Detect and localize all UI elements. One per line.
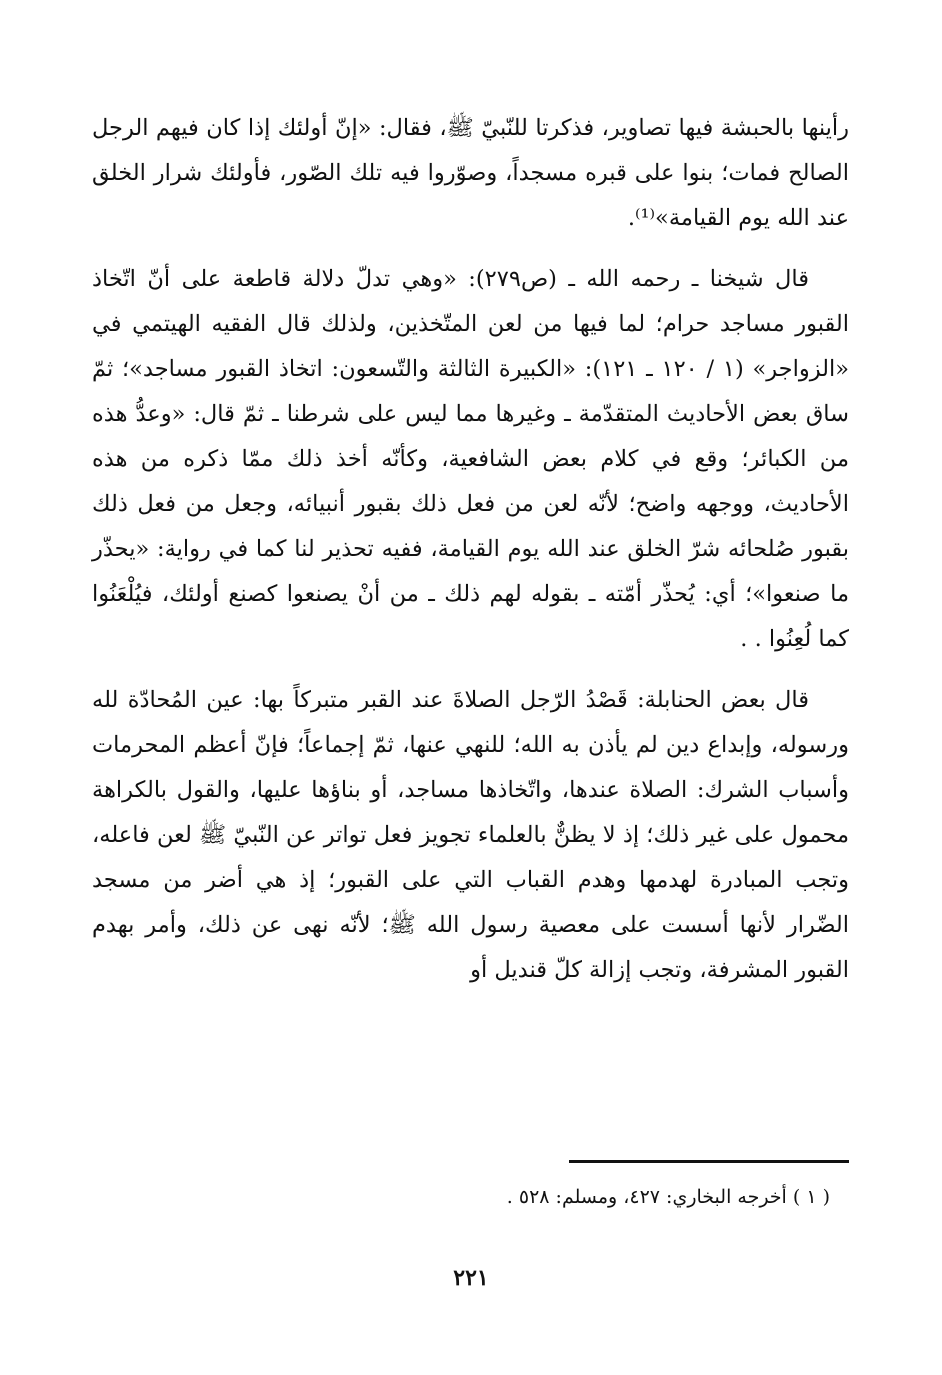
paragraph-sheikh-quote: قال شيخنا ـ رحمه الله ـ (ص٢٧٩): «وهي تدلّ دلالة قاطعة على أنّ اتّخاذ القبور مساجد حرام؛ لما فيها من لعن المتّخذين، ولذلك قال الفقيه الهيتمي في «الزواجر» (١ / ١٢٠ ـ ١٢١): «الكبيرة الثالثة والتّسعون: اتخاذ القبور مساجد»؛ ثمّ ساق بعض الأحاديث المتقدّمة ـ وغيرها مما ليس على شرطنا ـ ثمّ قال: «وعدُّ هذه من الكبائر؛ وقع في كلام بعض الشافعية، وكأنّه أخذ ذلك ممّا ذكره من هذه الأحاديث، ووجهه واضح؛ لأنّه لعن من فعل ذلك بقبور أنبيائه، وجعل من فعل ذلك بقبور صُلحائه شرّ الخلق عند الله يوم القيامة، ففيه تحذير لنا كما في رواية: «يحذّر ما صنعوا»؛ أي: يُحذّر أمّته ـ بقوله لهم ذلك ـ من أنْ يصنعوا كصنع أولئك، فيُلْعَنُوا كما لُعِنُوا . . xyxy=(92,266,849,652)
page-number: ٢٢١ xyxy=(453,1265,489,1291)
paragraph-hanabila: قال بعض الحنابلة: قَصْدُ الرّجل الصلاةَ عند القبر متبركاً بها: عين المُحادّة لله ورسوله، وإبداع دين لم يأذن به الله؛ للنهي عنها، ثمّ إجماعاً؛ فإنّ أعظم المحرمات وأسباب الشرك: الصلاة عندها، واتّخاذها مساجد، أو بناؤها عليها، والقول بالكراهة محمول على غير ذلك؛ إذ لا يظنٌّ بالعلماء تجويز فعل تواتر عن النّبيّ ﷺ لعن فاعله، وتجب المبادرة لهدمها وهدم القباب التي على القبور؛ إذ هي أضر من مسجد الضّرار لأنها أسست على معصية رسول الله ﷺ؛ لأنّه نهى عن ذلك، وأمر بهدم القبور المشرفة، وتجب إزالة كلّ قنديل أو xyxy=(92,687,849,983)
paragraph-continuation: رأينها بالحبشة فيها تصاوير، فذكرتا للنّبيّ ﷺ، فقال: «إنّ أولئك إذا كان فيهم الرجل الصالح فمات؛ بنوا على قبره مسجداً، وصوّروا فيه تلك الصّور، فأولئك شرار الخلق عند الله يوم القيامة»⁽¹⁾. xyxy=(92,115,849,231)
footnote-separator xyxy=(569,1160,849,1163)
footnote: ( ١ ) أخرجه البخاري: ٤٢٧، ومسلم: ٥٢٨ . xyxy=(506,1186,830,1208)
main-text-block xyxy=(92,106,849,1009)
